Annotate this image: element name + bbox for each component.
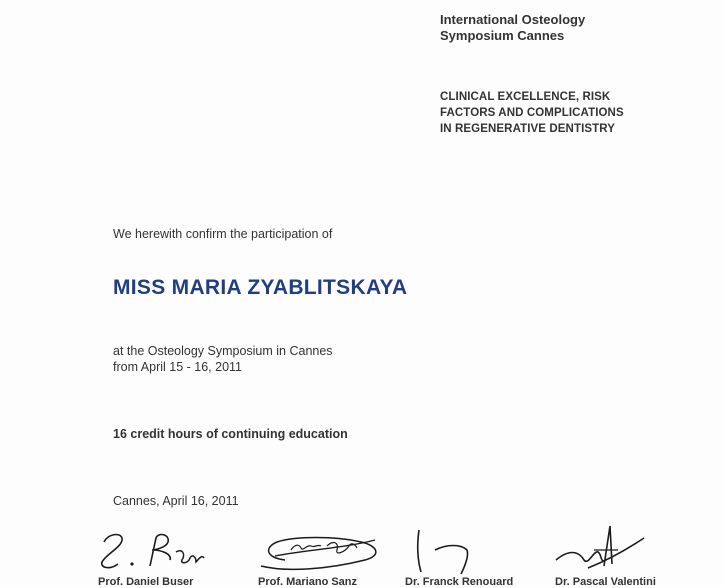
course-title-line-2: FACTORS AND COMPLICATIONS xyxy=(440,107,624,119)
signatory-name-2: Prof. Mariano Sanz xyxy=(258,576,358,588)
participant-name: MISS MARIA ZYABLITSKAYA xyxy=(113,276,408,299)
course-title-line-1: CLINICAL EXCELLENCE, RISK xyxy=(440,91,611,103)
event-line-2: from April 15 - 16, 2011 xyxy=(113,360,243,374)
signature-1 xyxy=(92,520,222,578)
organizer-line-2: Symposium Cannes xyxy=(440,28,565,43)
organizer-line-1: International Osteology xyxy=(440,12,586,27)
course-title xyxy=(440,89,624,137)
signatory-name-4: Dr. Pascal Valentini xyxy=(555,576,656,588)
course-title-line-3: IN REGENERATIVE DENTISTRY xyxy=(440,123,616,135)
signature-4 xyxy=(548,520,658,578)
event-details xyxy=(113,343,333,375)
signatory-name-1: Prof. Daniel Buser xyxy=(98,576,194,588)
place-and-date: Cannes, April 16, 2011 xyxy=(113,494,239,508)
signature-3 xyxy=(405,520,505,578)
signature-2 xyxy=(255,520,385,578)
credit-hours: 16 credit hours of continuing education xyxy=(113,427,348,441)
confirmation-text: We herewith confirm the participation of xyxy=(113,227,333,241)
event-line-1: at the Osteology Symposium in Cannes xyxy=(113,344,333,358)
organizer-heading xyxy=(440,12,585,44)
signatory-name-3: Dr. Franck Renouard xyxy=(405,576,514,588)
